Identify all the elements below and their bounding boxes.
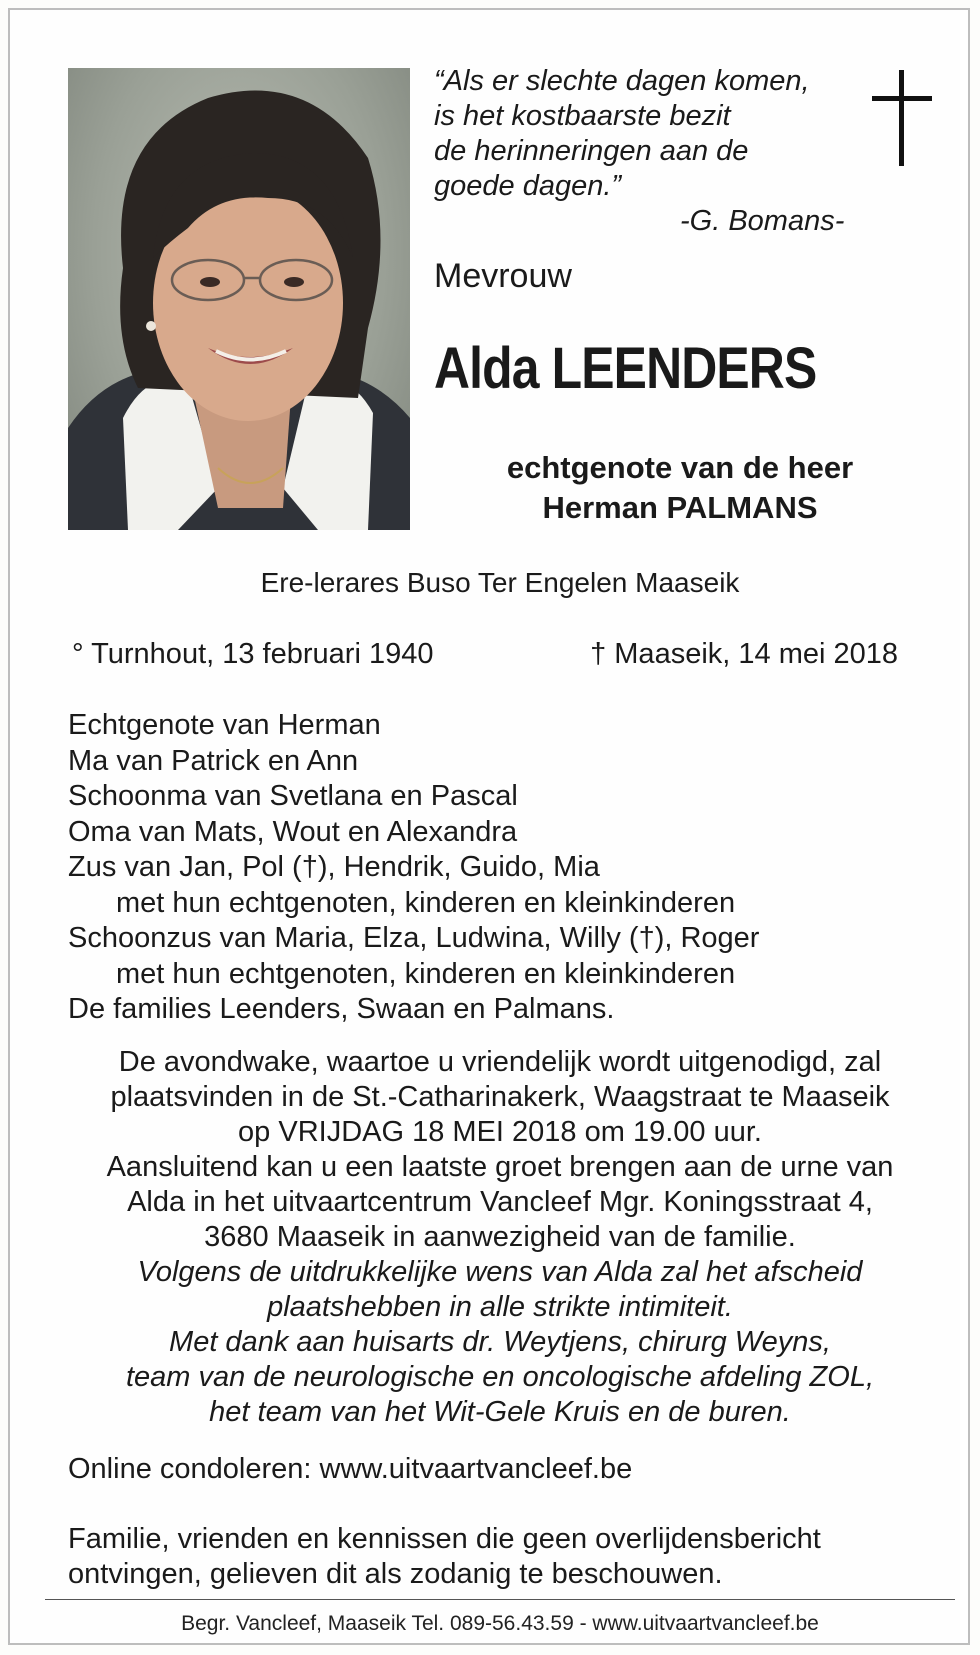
online-condolences: Online condoleren: www.uitvaartvancleef.be (68, 1453, 633, 1485)
death-info: † Maaseik, 14 mei 2018 (590, 638, 898, 670)
family-line: Zus van Jan, Pol (†), Hendrik, Guido, Mia (68, 851, 600, 883)
quote (434, 64, 904, 239)
family-line: Ma van Patrick en Ann (68, 744, 359, 777)
service-line: Aansluitend kan u een laatste groet brengen aan de urne van (106, 1151, 894, 1183)
spouse-name: Herman PALMANS (542, 490, 818, 525)
quote-line: is het kostbaarste bezit (434, 100, 731, 132)
service-note: Met dank aan huisarts dr. Weytjens, chirurg Weyns, (169, 1326, 831, 1358)
birth-info: ° Turnhout, 13 februari 1940 (72, 638, 434, 670)
occupation: Ere-lerares Buso Ter Engelen Maaseik (260, 567, 740, 598)
service-note: team van de neurologische en oncologische afdeling ZOL, (125, 1361, 875, 1393)
footer-divider (45, 1599, 955, 1600)
service-line: De avondwake, waartoe u vriendelijk wordt uitgenodigd, zal (118, 1046, 882, 1078)
obituary-card (8, 8, 970, 1645)
quote-line: goede dagen.” (434, 170, 622, 202)
service-note: plaatshebben in alle strikte intimiteit. (267, 1291, 733, 1323)
service-note: Volgens de uitdrukkelijke wens van Alda zal het afscheid (137, 1256, 863, 1288)
family-line: Schoonma van Svetlana en Pascal (68, 780, 518, 812)
family-line: De families Leenders, Swaan en Palmans. (68, 993, 615, 1025)
service-line: plaatsvinden in de St.-Catharinakerk, Waagstraat te Maaseik (110, 1081, 890, 1113)
footer-credit: Begr. Vancleef, Maaseik Tel. 089-56.43.59 - www.uitvaartvancleef.be (181, 1612, 819, 1635)
spouse-line: echtgenote van de heer (506, 450, 854, 485)
family-line: Oma van Mats, Wout en Alexandra (68, 815, 518, 848)
quote-author: -G. Bomans- (680, 205, 845, 237)
service-line: op VRIJDAG 18 MEI 2018 om 19.00 uur. (238, 1116, 762, 1148)
portrait-illustration (68, 68, 410, 530)
portrait-photo (68, 68, 410, 530)
quote-line: “Als er slechte dagen komen, (434, 65, 810, 97)
family-line: met hun echtgenoten, kinderen en kleinkinderen (116, 886, 736, 919)
honorific: Mevrouw (434, 257, 572, 295)
cross-icon (872, 70, 932, 166)
family-list (68, 708, 948, 1028)
quote-line: de herinneringen aan de (434, 135, 749, 167)
service-line: 3680 Maaseik in aanwezigheid van de familie. (204, 1221, 796, 1253)
family-line: Echtgenote van Herman (68, 709, 381, 741)
service-note: het team van het Wit-Gele Kruis en de buren. (209, 1396, 791, 1428)
family-line: Schoonzus van Maria, Elza, Ludwina, Willy (†), Roger (68, 922, 760, 954)
deceased-name: Alda LEENDERS (434, 336, 817, 401)
family-line: met hun echtgenoten, kinderen en kleinkinderen (116, 957, 736, 990)
service-line: Alda in het uitvaartcentrum Vancleef Mgr. Koningsstraat 4, (127, 1186, 873, 1218)
spouse-info (410, 448, 950, 528)
service-details (50, 1045, 950, 1430)
notice-line: ontvingen, gelieven dit als zodanig te beschouwen. (68, 1558, 723, 1590)
notice (68, 1522, 948, 1592)
notice-line: Familie, vrienden en kennissen die geen overlijdensbericht (68, 1523, 821, 1555)
